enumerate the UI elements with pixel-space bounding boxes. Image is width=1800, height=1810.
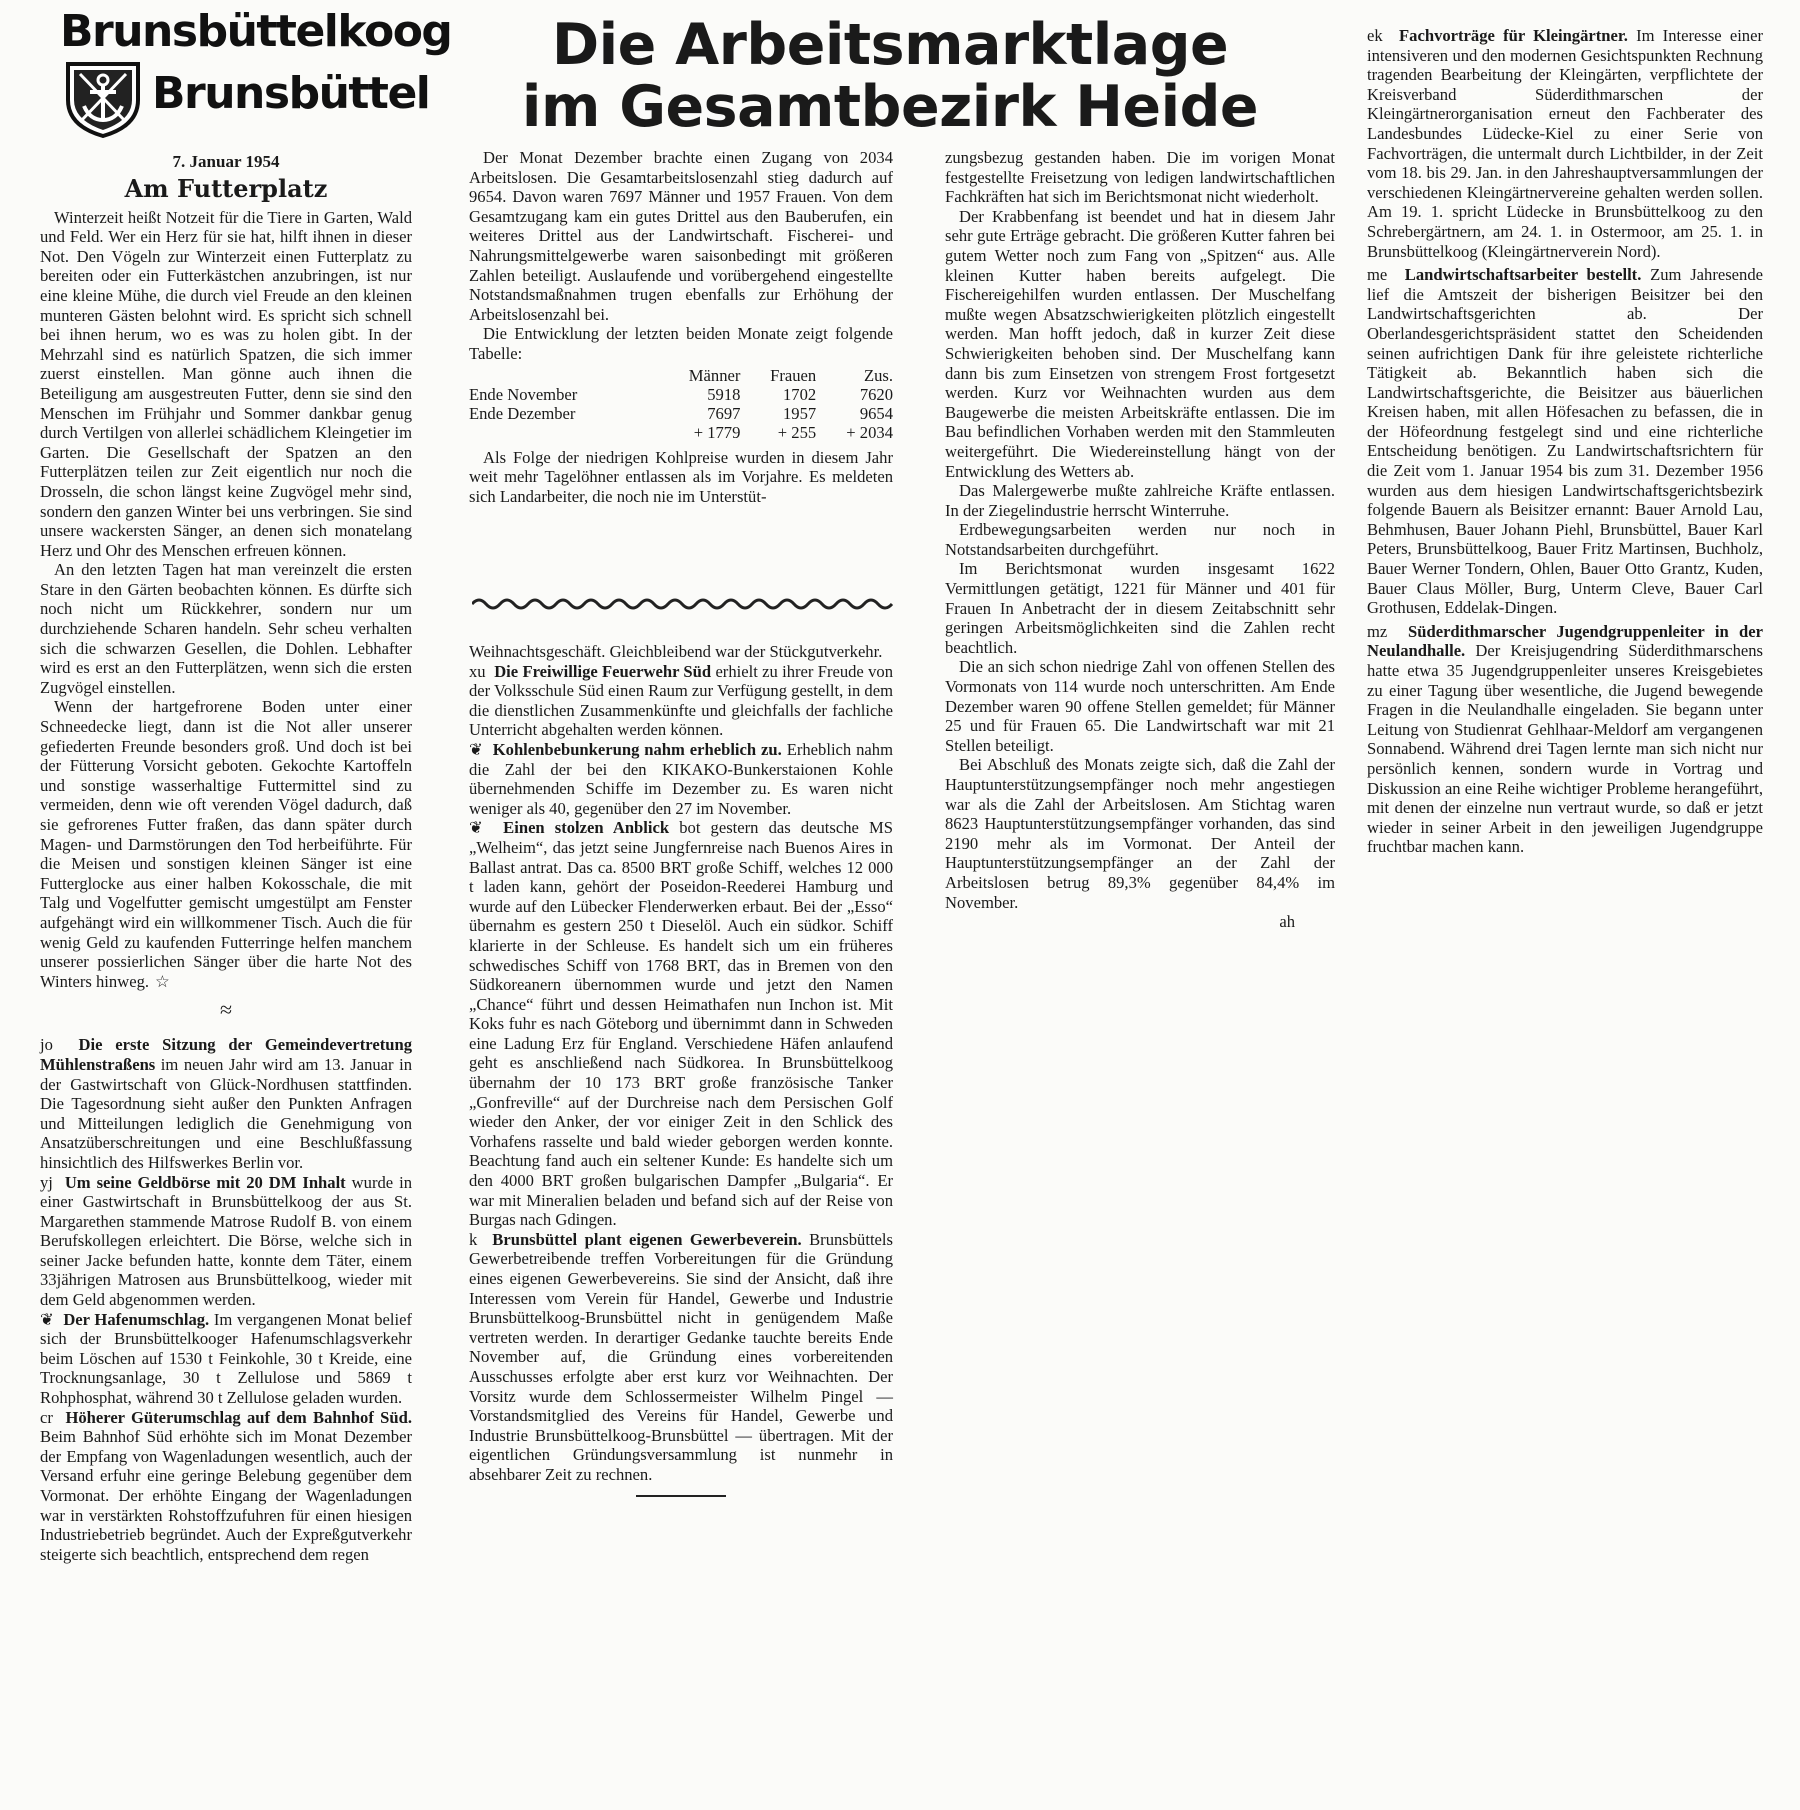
flourish-icon: ❦ xyxy=(469,818,483,838)
table-cell: 1702 xyxy=(783,384,817,404)
table-row xyxy=(469,423,893,442)
headline-line-1: Die Arbeitsmarktlage xyxy=(551,12,1229,78)
paragraph: Bei Abschluß des Monats zeigte sich, daß die Zahl der Hauptunterstützungsempfänger noch mehr angestiegen war als die Zahl der Arbeitslosen. Am Stichtag waren 8623 Hauptunterstützungsempfänger vorhanden, das sind 2190 mehr als im Vormonat. Der Anteil der Hauptunterstützungsempfänger an der Zahl der Arbeitslosen betrug 89,3% gegenüber 84,4% im November. xyxy=(945,755,1335,912)
end-rule xyxy=(636,1495,726,1497)
paragraph: Als Folge der niedrigen Kohlpreise wurden in diesem Jahr weit mehr Tagelöhner entlassen als im Vorjahre. Es meldeten sich Landarbeiter, die noch nie im Unterstüt- xyxy=(469,447,893,506)
paragraph: Der Monat Dezember brachte einen Zugang von 2034 Arbeitslosen. Die Gesamtarbeitslosenzahl stieg dadurch auf 9654. Davon waren 7697 Männer und 1957 Frauen. Von dem Gesamtzugang kam ein gutes Drittel aus den Bauberufen, ein weiteres Drittel aus der Landwirtschaft. Fischerei- und Nahrungsmittelgewerbe waren saisonbedingt mit größeren Zahlen beteiligt. Auslaufende und vorübergehend eingestellte Notstandsmaßnahmen trugen ebenfalls zur Erhöhung der Arbeitslosenzahl bei. xyxy=(469,148,893,324)
paragraph: Der Krabbenfang ist beendet und hat in diesem Jahr sehr gute Erträge gebracht. Die größeren Kutter fahren bei gutem Wetter noch zum Fang von „Spitzen“ aus. Alle kleinen Kutter haben bereits aufgelegt. Die Fischereigehilfen wurden entlassen. Der Muschelfang mußte wegen Absatzschwierigkeiten plötzlich eingestellt werden. Man hofft jedoch, daß in kurzer Zeit diese Schwierigkeiten behoben sind. Der Muschelfang kann dann bis zum Einsetzen von strengem Frost fortgesetzt werden. Kurz vor Weihnachten wurden aus dem Baugewerbe die meisten Arbeitskräfte entlassen. Die im Bau befindlichen Vorhaben werden mit den Stammleuten weitergeführt. Die Wiedereinstellung hängt von der Entwicklung des Wetters ab. xyxy=(945,206,1335,481)
table-cell: 7620 xyxy=(859,384,893,404)
news-item xyxy=(40,1408,412,1565)
paragraph: Weihnachtsgeschäft. Gleichbleibend war der Stückgutverkehr. xyxy=(469,642,883,661)
news-text: Brunsbüttels Gewerbetreibende treffen Vorbereitungen für die Gründung eines eigenen Gewerbevereins. Sie sind der Ansicht, daß ihre Interessen vom Verein für Handel, Gewerbe und Industrie Brunsbüttelkoog-Brunsbüttel nicht in genügendem Maße vertreten werden. In derartiger Gedanke tauchte bereits Ende November auf, die Gründung eines vorbereitenden Ausschusses erfolgte aber erst kurz vor Weihnachten. Der Vorsitz wurde dem Schlossermeister Wilhelm Pingel — Vorstandsmitglied des Vereins für Handel, Gewerbe und Industrie Brunsbüttelkoog-Brunsbüttel — übertragen. Mit der eigentlichen Gründungsversammlung ist nunmehr in absehbarer Zeit zu rechnen. xyxy=(469,1229,893,1484)
news-text: Zum Jahresende lief die Amtszeit der bisherigen Beisitzer bei den Landwirtschaftsgerichten ab. Der Oberlandesgerichtspräsident stattet den Scheidenden seinen aufrichtigen Dank für ihre geleistete richterliche Tätigkeit ab. Bekanntlich haben sich die Landwirtschaftsgerichte, die Beisitzer aus bäuerlichen Kreisen haben, mit allen Höfesachen zu befassen, die in der Höfeordnung festgelegt sind und eine richterliche Entscheidung benötigen. Zu Landwirtschaftsrichtern für die Zeit vom 1. Januar 1954 bis zum 31. Dezember 1956 wurden aus dem hiesigen Landwirtschaftsgerichtsbezirk folgende Bauern als Beisitzer ernannt: Bauer Arnold Lau, Behmhusen, Bauer Johann Piehl, Brunsbüttel, Bauer Karl Peters, Brunsbüttelkoog, Bauer Fritz Martinsen, Buchholz, Bauer Werner Tondern, Ohlen, Bauer Otto Grantz, Kuden, Bauer Claus Möller, Burg, Unterm Cleve, Bauer Carl Grothusen, Eddelak-Dingen. xyxy=(1367,265,1763,618)
news-item xyxy=(469,662,893,740)
news-text: Erheblich nahm die Zahl der bei den KIKAKO-Bunkerstaionen Kohle übernehmenden Schiffe im Dezember zu. Es waren nicht weniger als 40, gegenüber den 27 im November. xyxy=(469,739,893,818)
table-cell: 9654 xyxy=(859,403,893,423)
news-kicker: Kohlenbebunkerung nahm erheblich zu. xyxy=(492,739,782,759)
news-kicker: Der Hafenumschlag. xyxy=(63,1309,210,1329)
news-kicker: Die Freiwillige Feuerwehr Süd xyxy=(494,661,712,681)
paragraph: An den letzten Tagen hat man vereinzelt die ersten Stare in den Gärten beobachten können. Es dürfte sich noch nicht um Rückkehrer, sondern nur um durchziehende Scharen handeln. Sehr scheu verhalten sich die schwarzen Gesellen, die Dohlen. Lebhafter wird es erst an den Futterplätzen, wenn sich die ersten Zugvögel einstellen. xyxy=(40,560,412,697)
news-kicker: Süderdithmarscher Jugendgruppenleiter in der Neulandhalle. xyxy=(1367,621,1764,661)
wave-divider-icon xyxy=(472,596,897,612)
news-kicker: Die erste Sitzung der Gemeindevertretung Mühlenstraßens xyxy=(40,1035,412,1074)
news-text: bot gestern das deutsche MS „Welheim“, das jetzt seine Jungfernreise nach Buenos Aires in Ballast antrat. Das ca. 8500 BRT große Schiff, welches 12 000 t laden kann, gehört der Poseidon-Reederei Hamburg und wurde auf den Lübecker Flenderwerken erbaut. Bei der „Esso“ übernahm es gestern 250 t Dieselöl. Auch ein südkor. Schiff klarierte in der Schleuse. Es handelt sich um ein früheres schwedisches Schiff von 1768 BRT, das in Bremen von den Südkoreanern übernommen wurde und jetzt den Namen „Chance“ führt und dessen Heimathafen nun Inchon ist. Mit Koks fuhr es nach Göteborg und übernimmt dann in Schweden eine Ladung Erz für England. Verschiedene Häfen anlaufend geht es anschließend nach Südkorea. In Brunsbüttelkoog übernahm der 10 173 BRT große französische Tanker „Gonfreville“ auf der Durchreise nach dem Persischen Golf wieder den Anker, der vor einiger Zeit in den Schlick des Vorhafens rasselte und bald wieder geborgen werden konnte. Beachtung fand auch ein seltener Kunde: Es handelte sich um den 4000 BRT großen bulgarischen Dampfer „Bulgaria“. Er war mit Mineralien beladen und befand sich auf der Reise von Burgas nach Gdingen. xyxy=(469,818,893,1230)
paragraph: Winterzeit heißt Notzeit für die Tiere in Garten, Wald und Feld. Wer ein Herz für sie hat, hilft ihnen in dieser Not. Den Vögeln zur Winterzeit einen Futterplatz zu bereiten oder ein Futterkästchen anzubringen, ist nur eine kleine Mühe, die durch viel Freude an den kleinen munteren Gästen belohnt wird. Es spricht sich schnell bei ihnen herum, wo es was zu holen gibt. In der Mehrzahl sind es natürlich Spatzen, die sich immer zuerst einstellen. Man gönne auch ihnen die Beteiligung am ausgestreuten Futter, denn sie sind den Menschen im Frühjahr und Sommer dankbar genug durch Vertilgen von allerlei schädlichem Kleingetier im Garten. Die Gesellschaft der Spatzen an den Futterplätzen teilen zur Zeit eigentlich nur noch die Drosseln, die schon längst keine Zugvögel mehr sind, sondern den ganzen Winter bei uns verbringen. Sie sind unsere wackersten Sänger, an denen sich monatelang Herz und Ohr des Menschen erfreuen können. xyxy=(40,207,412,560)
main-headline xyxy=(500,14,1280,138)
author-initials: k xyxy=(469,1229,478,1249)
news-item xyxy=(40,1035,412,1172)
news-text: Im vergangenen Monat belief sich der Brunsbüttelkooger Hafenumschlagsverkehr beim Löschen auf 1530 t Feinkohle, 30 t Kreide, eine Trocknungsanlage, 30 t Zellulose und 5869 t Rohphosphat, während 30 t Zellulose geladen wurden. xyxy=(40,1309,412,1408)
news-kicker: Höherer Güterumschlag auf dem Bahnhof Süd. xyxy=(65,1407,412,1427)
paragraph: Im Berichtsmonat wurden insgesamt 1622 Vermittlungen getätigt, 1221 für Männer und 401 für Frauen In Anbetracht der in diesem Zeitabschnitt sehr geringen Arbeitsmöglichkeiten sind die Zahlen recht beachtlich. xyxy=(945,559,1335,657)
news-kicker: Fachvorträge für Kleingärtner. xyxy=(1399,26,1628,45)
table-cell: 5918 xyxy=(707,384,741,404)
star-icon: ☆ xyxy=(155,971,170,991)
column-3 xyxy=(945,148,1335,932)
news-item xyxy=(469,1230,893,1485)
news-item xyxy=(1367,622,1763,857)
news-text: Im Interesse einer intensiveren und den modernen Gesichtspunkten Rechnung tragenden Bearbeitung der Kleingärten, verpflichtete der Kreisverband Süderdithmarschen der Kleingärtnerorganisation erneut den Fachberater des Landesbundes Lüdecke-Kiel zu einer Serie von Fachvorträgen, die untermalt durch Lichtbilder, in der Zeit vom 18. bis 29. Jan. in den Jahreshauptversammlungen der verschiedenen Kleingärtnervereine gehalten werden sollen. Am 19. 1. spricht Lüdecke in Brunsbüttelkoog zu den Schrebergärtnern, am 24. 1. in Ostermoor, am 25. 1. in Brunsbüttelkoog (Kleingärtnerverein Nord). xyxy=(1367,26,1763,261)
masthead-title: Brunsbüttelkoog xyxy=(60,6,452,57)
table-cell: Ende November xyxy=(469,384,578,404)
news-kicker: Landwirtschaftsarbeiter bestellt. xyxy=(1404,265,1642,285)
table-row xyxy=(469,404,893,423)
column-4 xyxy=(1367,26,1763,857)
paragraph: Die Entwicklung der letzten beiden Monate zeigt folgende Tabelle: xyxy=(469,324,893,363)
table-cell: 1957 xyxy=(783,403,817,423)
column-2-top xyxy=(469,148,893,506)
news-kicker: Brunsbüttel plant eigenen Gewerbeverein. xyxy=(492,1229,802,1249)
column-2-bottom xyxy=(469,642,893,1497)
table-cell: 7697 xyxy=(707,403,741,423)
statistics-table xyxy=(469,366,893,442)
table-cell xyxy=(469,423,656,442)
headline-line-2: im Gesamtbezirk Heide xyxy=(521,74,1259,140)
author-initials: jo xyxy=(40,1035,53,1055)
news-item xyxy=(40,1310,412,1408)
news-item xyxy=(1367,265,1763,618)
table-cell: Ende Dezember xyxy=(469,403,576,423)
news-text: Der Kreisjugendring Süderdithmarschens hatte etwa 35 Jugendgruppenleiter unseres Kreisgebietes zu einer Tagung über wesentliche, die Jugend bewegende Fragen in die Neulandhalle eingeladen. Sie begann unter Leitung von Studienrat Gehlhaar-Meldorf am vergangenen Sonnabend. Während drei Tagen lernte man sich nicht nur persönlich kennen, sondern wurde in Vortrag und Diskussion an eine Reihe wichtiger Probleme herangeführt, mit denen der einzelne nun vertraut wurde, so daß er jetzt wieder in seiner Arbeit in den jeweiligen Jugendgruppe fruchtbar machen kann. xyxy=(1367,641,1763,857)
news-kicker: Einen stolzen Anblick xyxy=(503,818,670,838)
author-signature: ah xyxy=(1279,912,1295,932)
paragraph: Das Malergewerbe mußte zahlreiche Kräfte entlassen. In der Ziegelindustrie herrscht Winterruhe. xyxy=(945,481,1335,520)
paragraph xyxy=(40,697,412,991)
table-header-row xyxy=(469,366,893,385)
news-text: erhielt zu ihrer Freude von der Volksschule Süd einen Raum zur Verfügung gestellt, in dem die dienstlichen Zusammenkünfte und gleichfalls der fachliche Unterricht abgehalten werden können. xyxy=(469,661,893,740)
author-initials: ek xyxy=(1367,26,1383,45)
masthead xyxy=(60,6,452,136)
news-item xyxy=(469,740,893,818)
paragraph: zungsbezug gestanden haben. Die im vorigen Monat festgestellte Freisetzung von ledigen landwirtschaftlichen Fachkräften hat sich im Berichtsmonat nicht wiederholt. xyxy=(945,148,1335,207)
news-text: im neuen Jahr wird am 13. Januar in der Gastwirtschaft von Glück-Nordhusen stattfinden. Die Tagesordnung sieht außer den Punkten Anfragen und Mitteilungen lediglich die Genehmigung von Ansatzüberschreitungen und eine Beschlußfassung hinsichtlich des Hilfswerkes Berlin vor. xyxy=(40,1054,412,1172)
article-title: Am Futterplatz xyxy=(124,173,328,203)
anchor-crest-icon xyxy=(60,60,146,138)
author-initials: me xyxy=(1367,265,1388,285)
table-header: Frauen xyxy=(770,365,817,385)
author-initials: yj xyxy=(40,1172,53,1192)
masthead-subtitle: Brunsbüttel xyxy=(152,68,430,119)
paragraph: Erdbewegungsarbeiten werden nur noch in Notstandsarbeiten durchgeführt. xyxy=(945,520,1335,559)
column-1 xyxy=(40,148,412,1564)
author-initials: mz xyxy=(1367,621,1388,641)
news-text: Beim Bahnhof Süd erhöhte sich im Monat Dezember der Empfang von Wagenladungen wesentlich, auch der Versand erfuhr eine geringe Belebung gegenüber dem Vormonat. Der erhöhte Eingang der Wagenladungen war in verstärkten Rohstoffzufuhren für einen hiesigen Industriebetrieb begründet. Auch der Expreßgutverkehr steigerte sich beachtlich, entsprechend dem regen xyxy=(40,1427,412,1564)
author-initials: xu xyxy=(469,661,486,681)
table-header: Zus. xyxy=(863,365,893,385)
news-item xyxy=(1367,26,1763,261)
table-header: Männer xyxy=(688,365,741,385)
news-kicker: Um seine Geldbörse mit 20 DM Inhalt xyxy=(64,1172,346,1192)
paragraph: Die an sich schon niedrige Zahl von offenen Stellen des Vormonats von 114 wurde noch unterschritten. Am Ende Dezember waren 90 offene Stellen gemeldet; für Männer 25 und für Frauen 65. Die Landwirtschaft war mit 21 Stellen beteiligt. xyxy=(945,657,1335,755)
article-date: 7. Januar 1954 xyxy=(172,152,280,171)
news-item xyxy=(40,1173,412,1310)
table-cell: + 1779 xyxy=(693,422,741,442)
table-row xyxy=(469,385,893,404)
wave-separator-icon: ≈ xyxy=(219,997,233,1023)
author-initials: cr xyxy=(40,1407,53,1427)
table-cell: + 2034 xyxy=(846,422,893,442)
flourish-icon: ❦ xyxy=(469,739,483,759)
news-item xyxy=(469,818,893,1229)
flourish-icon: ❦ xyxy=(40,1309,54,1329)
news-text: wurde in einer Gastwirtschaft in Brunsbüttelkoog der aus St. Margarethen stammende Matrose Rudolf B. von einem Berufskollegen erleichtert. Die Börse, welche sich in seiner Jacke befunden hatte, konnte dem Täter, einem 33jährigen Matrosen aus Brunsbüttelkoog, wieder mit dem Geld abgenommen werden. xyxy=(40,1172,412,1310)
paragraph-text: Wenn der hartgefrorene Boden unter einer Schneedecke liegt, dann ist die Not aller unserer gefiederten Freunde besonders groß. Und doch ist bei der Fütterung Vorsicht geboten. Gekochte Kartoffeln und sonstige wasserhaltige Futtermittel sind zu vermeiden, denn wie oft verenden Vögel dadurch, daß sie gefrorenes Futter fraßen, das dann später durch Magen- und Darmstörungen den Tod herbeiführte. Für die Meisen und sonstigen kleinen Sänger ist eine Futterglocke aus einer halben Kokosschale, die mit Talg und Vogelfutter gemischt umgestülpt am Fenster aufgehängt wird ein willkommener Tisch. Auch die für wenig Geld zu kaufenden Futterringe helfen manchem unserer possierlichen Sänger über die harte Not des Winters hinweg. xyxy=(40,697,412,991)
table-cell: + 255 xyxy=(777,422,817,442)
